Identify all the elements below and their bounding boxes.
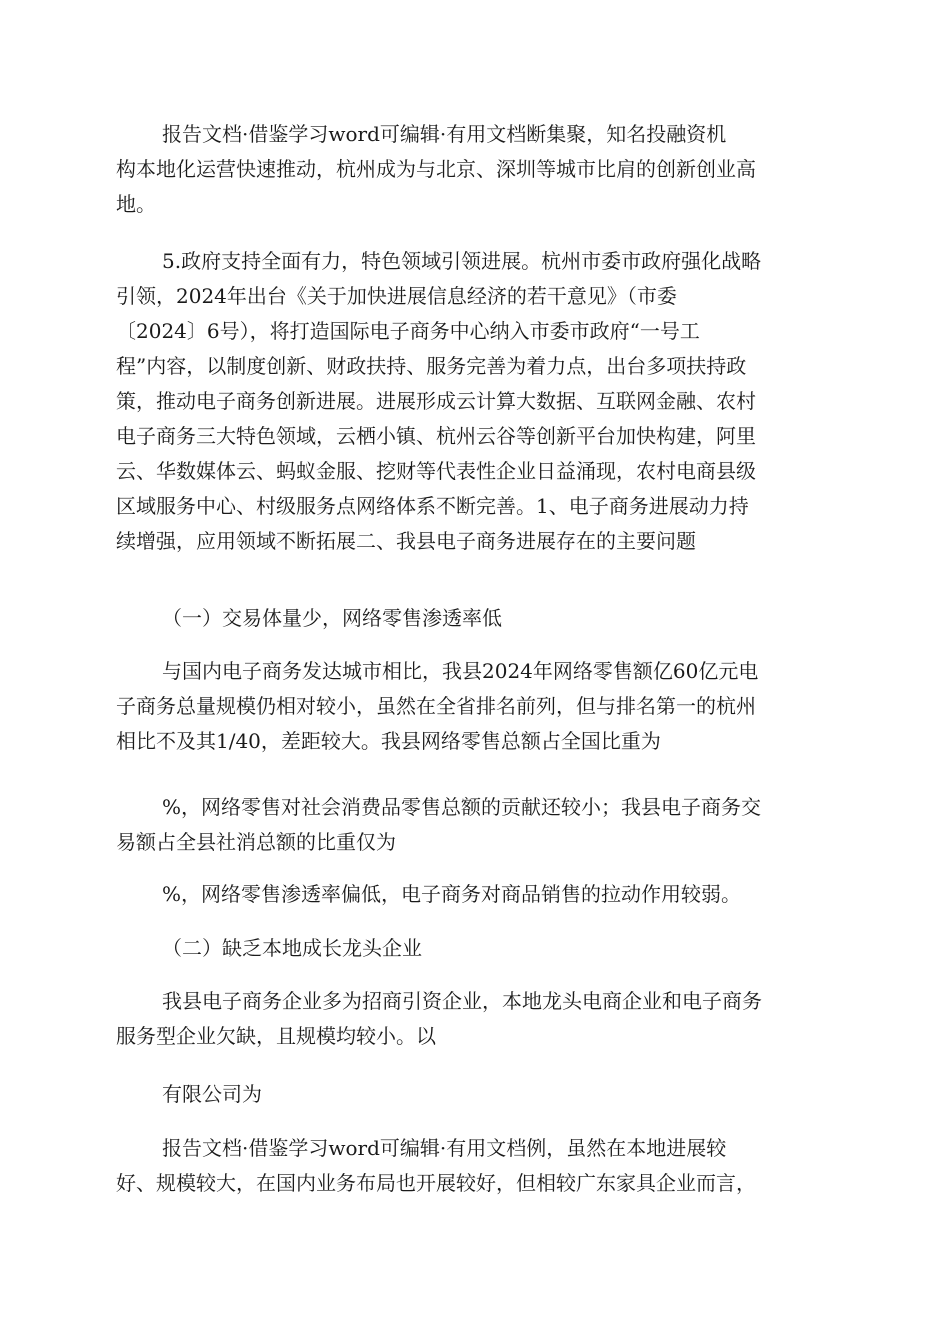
- text-line: 区域服务中心、村级服务点网络体系不断完善。1、电子商务进展动力持: [116, 494, 749, 518]
- text-line: 我县电子商务企业多为招商引资企业，本地龙头电商企业和电子商务: [162, 989, 762, 1013]
- text-line: 服务型企业欠缺，且规模均较小。以: [116, 1024, 436, 1048]
- text-line: （二）缺乏本地成长龙头企业: [162, 936, 422, 960]
- paragraph-3: [116, 654, 836, 759]
- text-line: 策，推动电子商务创新进展。进展形成云计算大数据、互联网金融、农村: [116, 389, 756, 413]
- paragraph-1: [116, 117, 836, 222]
- text-line: 报告文档·借鉴学习word可编辑·有用文档断集聚，知名投融资机: [162, 122, 727, 146]
- text-line: 电子商务三大特色领域，云栖小镇、杭州云谷等创新平台加快构建，阿里: [116, 424, 756, 448]
- text-line: 续增强，应用领域不断拓展二、我县电子商务进展存在的主要问题: [116, 529, 696, 553]
- text-line: 易额占全县社消总额的比重仅为: [116, 830, 396, 854]
- paragraph-7: [116, 1077, 836, 1112]
- text-line: 程”内容，以制度创新、财政扶持、服务完善为着力点，出台多项扶持政: [116, 354, 747, 378]
- paragraph-4: [116, 790, 836, 860]
- paragraph-6: [116, 984, 836, 1054]
- text-line: %，网络零售对社会消费品零售总额的贡献还较小；我县电子商务交: [162, 795, 762, 819]
- section-heading-1: [116, 601, 836, 636]
- text-line: 云、华数媒体云、蚂蚁金服、挖财等代表性企业日益涌现，农村电商县级: [116, 459, 756, 483]
- text-line: 好、规模较大，在国内业务布局也开展较好，但相较广东家具企业而言，: [116, 1171, 756, 1195]
- text-line: 〔2024〕6号），将打造国际电子商务中心纳入市委市政府“一号工: [116, 319, 700, 343]
- text-line: （一）交易体量少，网络零售渗透率低: [162, 606, 502, 630]
- paragraph-2: [116, 244, 836, 559]
- section-heading-2: [116, 931, 836, 966]
- paragraph-5: [116, 877, 836, 912]
- text-line: 5.政府支持全面有力，特色领域引领进展。杭州市委市政府强化战略: [162, 249, 762, 273]
- text-line: 子商务总量规模仍相对较小，虽然在全省排名前列，但与排名第一的杭州: [116, 694, 756, 718]
- text-line: 报告文档·借鉴学习word可编辑·有用文档例，虽然在本地进展较: [162, 1136, 727, 1160]
- text-line: 引领，2024年出台《关于加快进展信息经济的若干意见》（市委: [116, 284, 677, 308]
- text-line: %，网络零售渗透率偏低，电子商务对商品销售的拉动作用较弱。: [162, 882, 742, 906]
- text-line: 地。: [116, 192, 156, 216]
- text-line: 与国内电子商务发达城市相比，我县2024年网络零售额亿60亿元电: [162, 659, 759, 683]
- paragraph-8: [116, 1131, 836, 1201]
- text-line: 有限公司为: [162, 1082, 262, 1106]
- text-line: 构本地化运营快速推动，杭州成为与北京、深圳等城市比肩的创新创业高: [116, 157, 756, 181]
- text-line: 相比不及其1/40，差距较大。我县网络零售总额占全国比重为: [116, 729, 661, 753]
